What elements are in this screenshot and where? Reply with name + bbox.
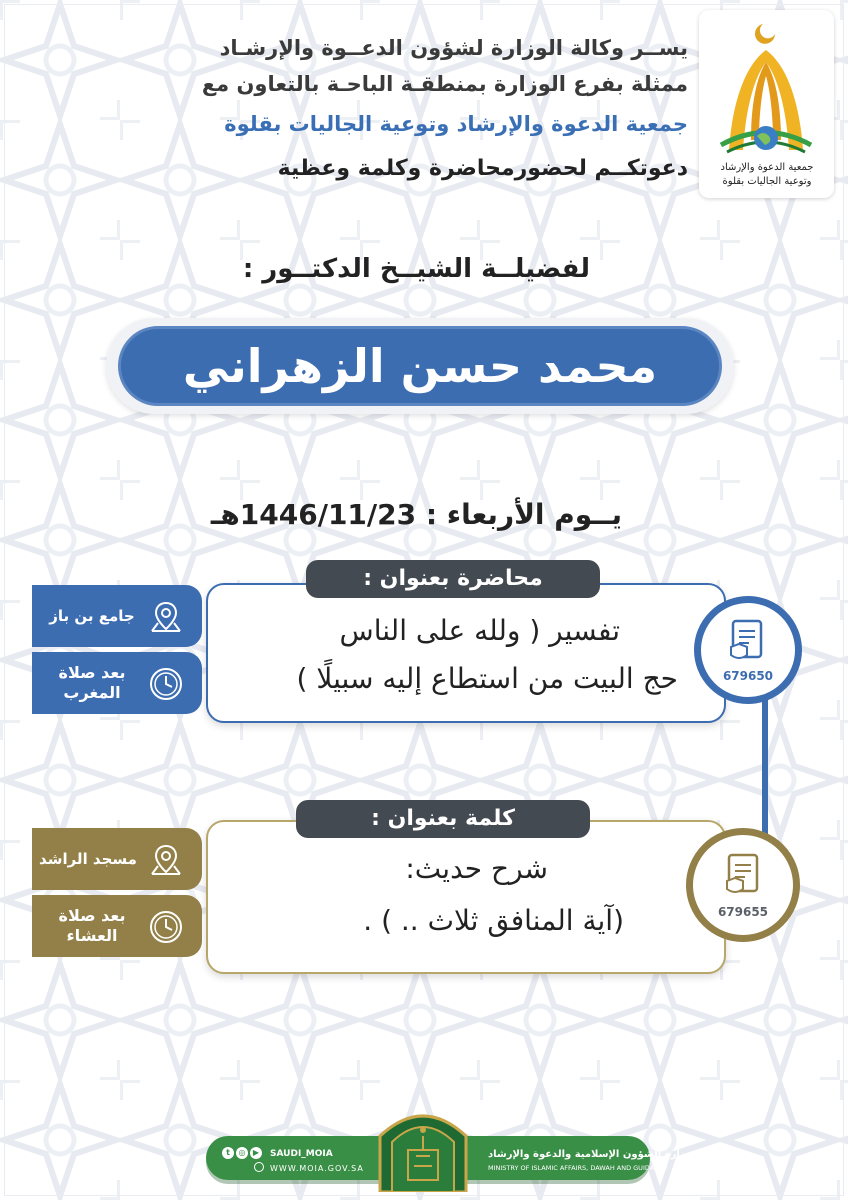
logo-text-line1: جمعية الدعوة والإرشاد <box>720 162 814 173</box>
association-logo-card <box>699 10 834 198</box>
website-link[interactable]: WWW.MOIA.GOV.SA <box>270 1164 364 1173</box>
mosque-emblem-icon <box>370 1096 476 1192</box>
header-line-1: يســر وكالة الوزارة لشؤون الدعــوة والإرشـاد <box>219 36 688 60</box>
header-line-3: جمعية الدعوة والإرشاد وتوعية الجاليات بقلوة <box>224 112 688 136</box>
lecture-location: جامع بن باز <box>49 607 135 625</box>
lecture-location-tag <box>32 585 202 647</box>
ministry-name-arabic: وزارة الشؤون الإسلامية والدعوة والإرشاد <box>488 1149 692 1160</box>
event-tab-talk: كلمة بعنوان : <box>296 800 590 838</box>
location-pin-icon <box>146 597 186 637</box>
event-tab-lecture: محاضرة بعنوان : <box>306 560 600 598</box>
logo-text-line2: وتوعية الجاليات بقلوة <box>722 176 812 187</box>
instagram-icon[interactable]: ◎ <box>236 1147 248 1159</box>
talk-title-line2: (آية المنافق ثلاث .. ) . <box>363 904 624 937</box>
twitter-icon[interactable]: t <box>222 1147 234 1159</box>
talk-location: مسجد الراشد <box>39 850 137 868</box>
event-card-lecture <box>206 583 726 723</box>
lecture-title-line1: تفسير ( ولله على الناس <box>339 614 620 647</box>
header-line-4: دعوتكــم لحضورمحاضرة وكلمة وعظية <box>277 156 688 181</box>
lecture-code-badge <box>694 596 802 704</box>
ministry-name-english: MINISTRY OF ISLAMIC AFFAIRS, DAWAH AND GUIDANCE <box>488 1164 668 1172</box>
clock-icon <box>146 907 186 947</box>
social-handle[interactable]: SAUDI_MOIA <box>270 1149 333 1159</box>
talk-code: 679655 <box>717 905 769 919</box>
lecture-time-tag <box>32 652 202 714</box>
globe-icon <box>254 1162 264 1172</box>
talk-time-tag <box>32 895 202 957</box>
lecture-code: 679650 <box>722 669 774 683</box>
talk-title-line1: شرح حديث: <box>405 852 548 885</box>
header-line-2: ممثلة بفرع الوزارة بمنطقـة الباحـة بالتعاون مع <box>201 72 688 96</box>
certificate-icon <box>693 835 793 935</box>
talk-code-badge <box>686 828 800 942</box>
lecture-title-line2: حج البيت من استطاع إليه سبيلًا ) <box>296 662 678 695</box>
clock-icon <box>146 664 186 704</box>
event-card-talk <box>206 820 726 974</box>
speaker-title-label: لفضيلــة الشيــخ الدكتــور : <box>242 254 590 284</box>
location-pin-icon <box>146 840 186 880</box>
lecture-time: بعد صلاة المغرب <box>58 663 126 702</box>
talk-time: بعد صلاة العشاء <box>58 906 126 945</box>
speaker-name: محمد حسن الزهراني <box>182 339 658 393</box>
youtube-icon[interactable]: ▶ <box>250 1147 262 1159</box>
event-date: يــوم الأربعاء : 1446/11/23هـ <box>210 498 622 531</box>
talk-location-tag <box>32 828 202 890</box>
